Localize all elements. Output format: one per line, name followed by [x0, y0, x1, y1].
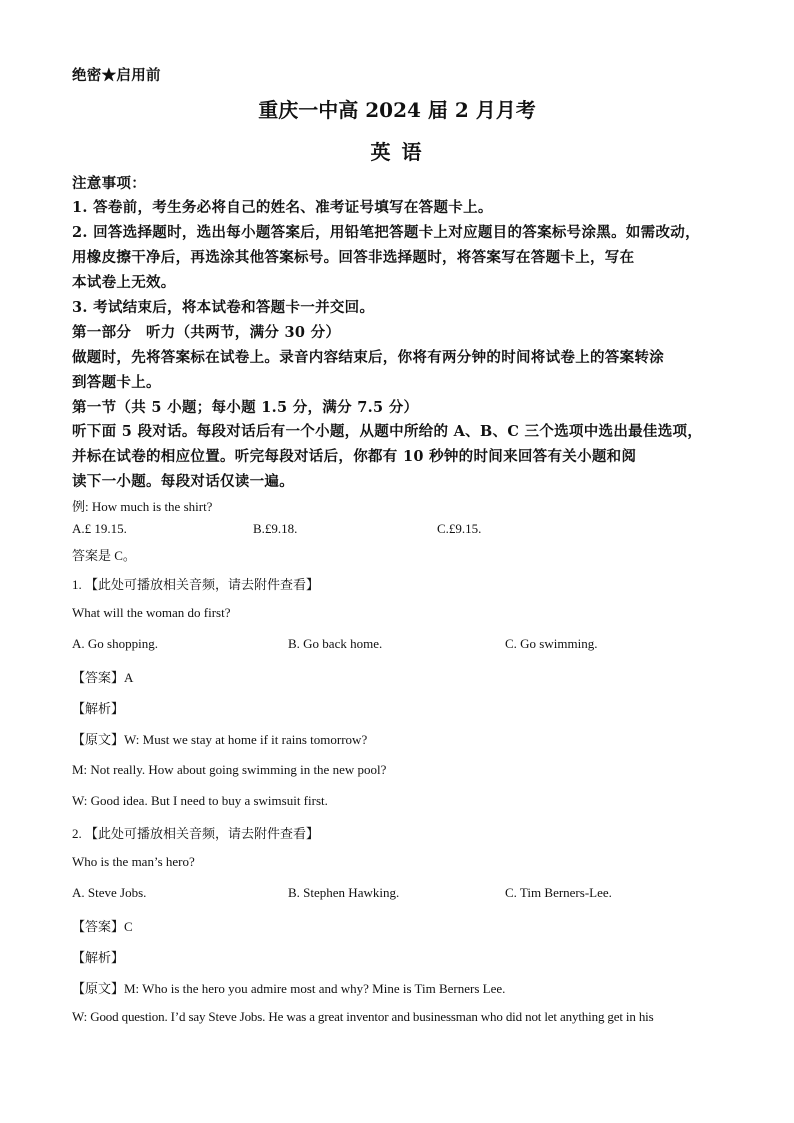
section-instruction: 听下面 5 段对话。每段对话后有一个小题，从题中所给的 A、B、C 三个选项中选出最佳选项， [72, 423, 703, 440]
confidential-label: 绝密★启用前 [72, 67, 161, 84]
example-option-c: C.£9.15. [437, 521, 482, 536]
transcript-line: 【原文】W: Must we stay at home if it rains tomorrow? [72, 732, 368, 747]
transcript-line: 【原文】M: Who is the hero you admire most and why? Mine is Tim Berners Lee. [72, 981, 506, 996]
notice-line: 3. 考试结束后，将本试卷和答题卡一并交回。 [72, 299, 375, 316]
section-instruction: 读下一小题。每段对话仅读一遍。 [72, 473, 294, 490]
question-audio-link[interactable]: 2. 【此处可播放相关音频，请去附件查看】 [72, 826, 320, 841]
option-a: A. Steve Jobs. [72, 885, 147, 900]
notice-line: 1. 答卷前，考生务必将自己的姓名、准考证号填写在答题卡上。 [72, 199, 493, 216]
section-instruction: 并标在试卷的相应位置。听完每段对话后，你都有 10 秒钟的时间来回答有关小题和阅 [72, 448, 637, 465]
section-heading: 第一节（共 5 小题；每小题 1.5 分，满分 7.5 分） [72, 399, 419, 416]
analysis-label: 【解析】 [72, 701, 125, 716]
notice-line: 本试卷上无效。 [72, 274, 176, 291]
question-audio-link[interactable]: 1. 【此处可播放相关音频，请去附件查看】 [72, 577, 320, 592]
transcript-line: W: Good question. I’d say Steve Jobs. He was a great inventor and businessman who did not let anything get in his [72, 1009, 654, 1024]
question-text: Who is the man’s hero? [72, 854, 195, 869]
example-answer: 答案是 C。 [72, 548, 136, 563]
answer-line: 【答案】C [72, 919, 133, 934]
answer-line: 【答案】A [72, 670, 134, 685]
option-a: A. Go shopping. [72, 636, 158, 651]
option-c: C. Tim Berners-Lee. [505, 885, 612, 900]
question-text: What will the woman do first? [72, 605, 231, 620]
option-c: C. Go swimming. [505, 636, 598, 651]
notice-heading: 注意事项： [72, 175, 146, 192]
notice-line: 用橡皮擦干净后，再选涂其他答案标号。回答非选择题时，将答案写在答题卡上，写在 [72, 249, 635, 266]
exam-title: 重庆一中高 2024 届 2 月月考 [258, 98, 536, 122]
part-instruction: 到答题卡上。 [72, 374, 161, 391]
option-b: B. Stephen Hawking. [288, 885, 400, 900]
example-option-b: B.£9.18. [253, 521, 298, 536]
example-question: 例: How much is the shirt? [72, 499, 213, 514]
transcript-line: M: Not really. How about going swimming in the new pool? [72, 762, 387, 777]
example-option-a: A.£ 19.15. [72, 521, 127, 536]
transcript-line: W: Good idea. But I need to buy a swimsuit first. [72, 793, 328, 808]
notice-line: 2. 回答选择题时，选出每小题答案后，用铅笔把答题卡上对应题目的答案标号涂黑。如需改动， [72, 224, 700, 241]
part-instruction: 做题时，先将答案标在试卷上。录音内容结束后，你将有两分钟的时间将试卷上的答案转涂 [72, 349, 664, 366]
analysis-label: 【解析】 [72, 950, 125, 965]
subject-title: 英 语 [370, 140, 424, 164]
option-b: B. Go back home. [288, 636, 383, 651]
part-heading: 第一部分 听力（共两节，满分 30 分） [72, 324, 341, 341]
